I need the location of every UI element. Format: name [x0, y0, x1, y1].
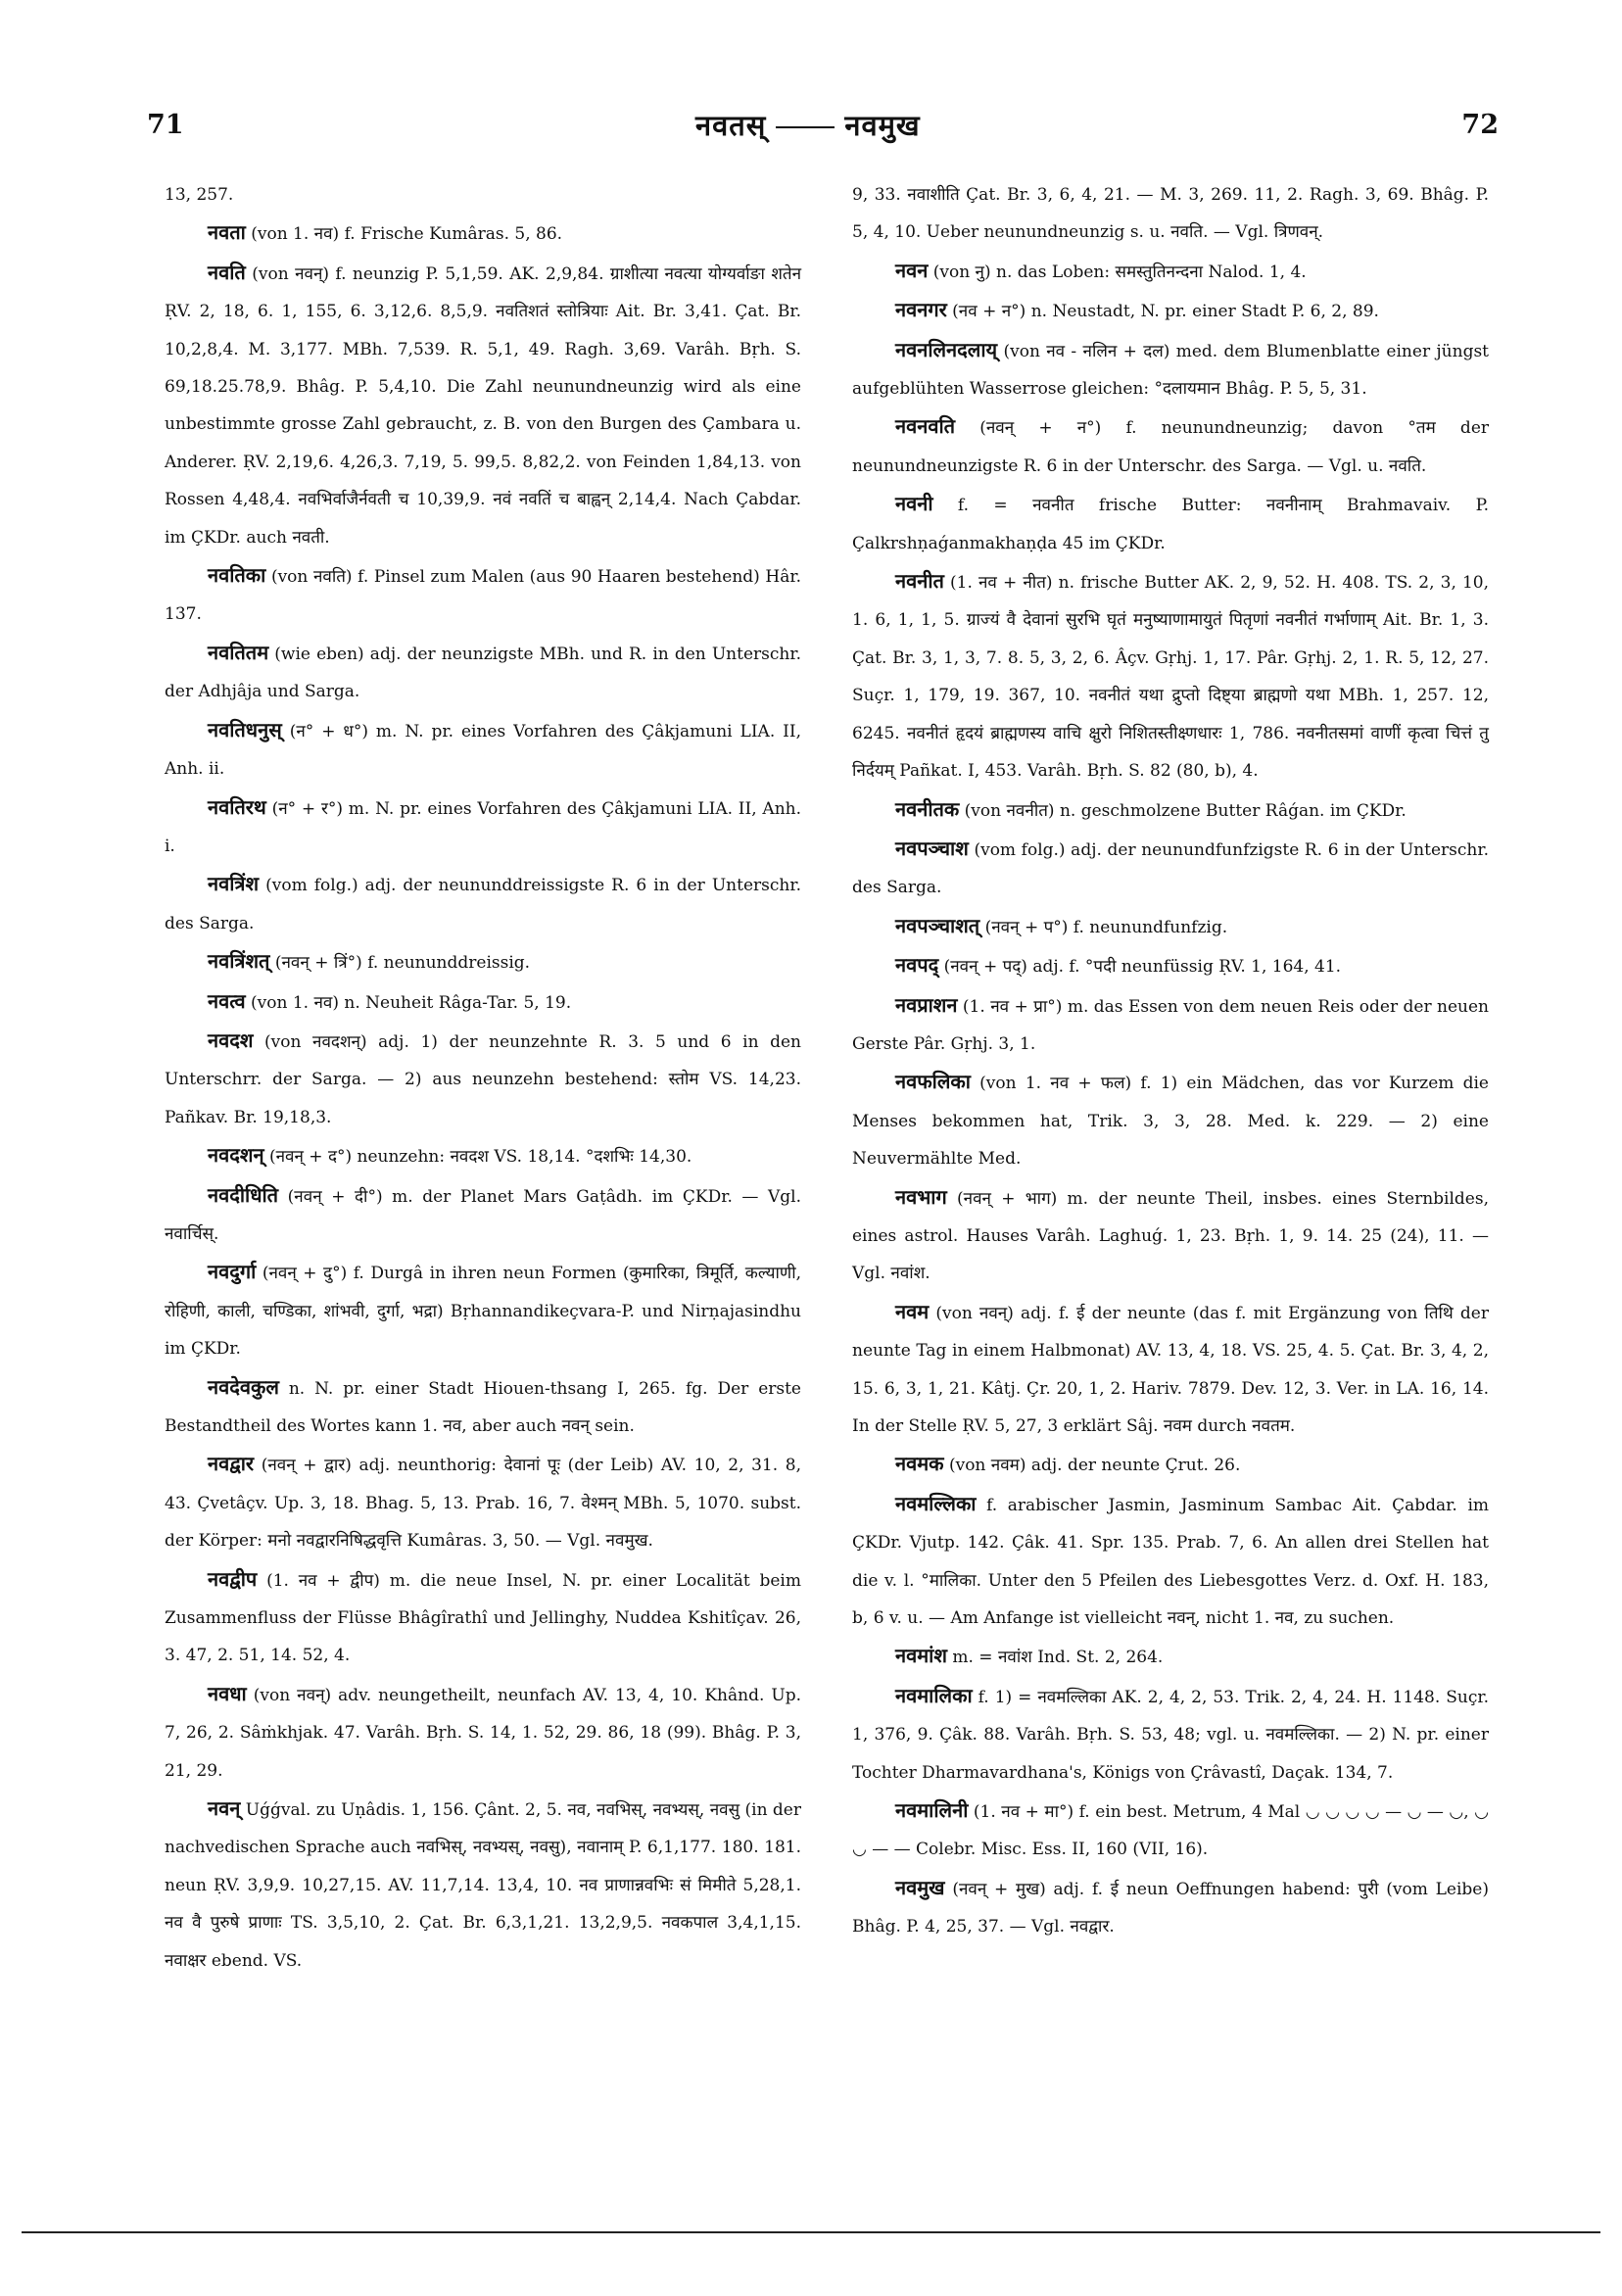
dictionary-entry — [852, 790, 1489, 830]
entry-text: (von नवन्) adj. f. ई der neunte (das f. mit Ergänzung von तिथि der neunte Tag in einem Halbmonat) AV. 13, 4, 18. VS. 25, 4. 5. Çat. Br. 3, 4, 2, 15. 6, 3, 1, 21. Kâtj. Çr. 20, 1, 2. Hariv. 7879. Dev. 12, 3. Ver. in LA. 16, 14. In der Stelle ṚV. 5, 27, 3 erklärt Sâj. नवम durch नवतम. — [852, 1303, 1489, 1436]
bottom-rule — [22, 2231, 1600, 2233]
entry-text: (1. नव + नीत) n. frische Butter AK. 2, 9, 52. H. 408. TS. 2, 3, 10, 1. 6, 1, 1, 5. ग्राज्यं वै देवानां सुरभि घृतं मनुष्याणामायुतं पितृणां नवनीतं गर्भाणाम् Ait. Br. 1, 3. Çat. Br. 3, 1, 3, 7. 8. 5, 3, 2, 6. Âçv. Gṛhj. 1, 17. Pâr. Gṛhj. 2, 1. R. 5, 12, 27. Suçr. 1, 179, 19. 367, 10. नवनीतं यथा द्रुप्तो दिष्ट्या ब्राह्मणो यथा MBh. 1, 257. 12, 6245. नवनीतं हृदयं ब्राह्मणस्य वाचि क्षुरो निशितस्तीक्ष्णधारः 1, 786. नवनीतसमां वाणीं कृत्वा चित्तं तु निर्दयम् Pañkat. I, 453. Varâh. Bṛh. S. 82 (80, b), 4. — [852, 573, 1489, 782]
entry-text: Uǵǵval. zu Uṇâdis. 1, 156. Çânt. 2, 5. नव, नवभिस्, नवभ्यस्, नवसु (in der nachvedischen Sprache auch नवभिस्, नवभ्यस्, नवसु), नवानाम् P. 6,1,177. 180. 181. neun ṚV. 3,9,9. 10,27,15. AV. 11,7,14. 13,4, 10. नव प्राणान्नवभिः सं मिमीते 5,28,1. नव वै पुरुषे प्राणाः TS. 3,5,10, 2. Çat. Br. 6,3,1,21. 13,2,9,5. नवकपाल 3,4,1,15. नवाक्षर ebend. VS. — [165, 1800, 801, 1971]
entry-headword: नवभाग — [895, 1184, 947, 1209]
dictionary-entry — [165, 1253, 801, 1367]
entry-text: (नवन् + प°) f. neunundfunfzig. — [984, 917, 1228, 937]
entry-headword: नवत्रिंशत् — [208, 949, 270, 974]
dictionary-entry — [165, 865, 801, 942]
entry-headword: नवनवति — [895, 414, 956, 439]
entry-text: (von नव - नलिन + दल) med. dem Blumenblatte einer jüngst aufgeblühten Wasserrose gleichen: °दलायमान Bhâg. P. 5, 5, 31. — [852, 341, 1490, 400]
entry-text: n. N. pr. einer Stadt Hiouen-thsang I, 265. fg. Der erste Bestandtheil des Wortes kann 1. नव, aber auch नवन् sein. — [165, 1378, 801, 1436]
page-number-left: 71 — [147, 110, 184, 140]
page-header — [147, 110, 1499, 149]
dictionary-entry — [852, 1063, 1489, 1177]
entry-headword: नवमालिनी — [895, 1798, 969, 1823]
entry-headword: नवता — [208, 220, 246, 245]
entry-text: f. = नवनीत frische Butter: नवनीनाम् Brahmavaiv. P. Çalkrshṇaǵanmakhaṇḍa 45 im ÇKDr. — [852, 496, 1489, 553]
dictionary-entry — [165, 1445, 801, 1559]
entry-headword: नवपञ्चाशत् — [895, 913, 980, 937]
running-headwords — [695, 106, 921, 144]
entry-headword: नवतिका — [208, 563, 266, 588]
entry-text: (von नवन्) f. neunzig P. 5,1,59. AK. 2,9,84. ग्राशीत्या नवत्या योग्यर्वाङा शतेन ṚV. 2, 18, 6. 1, 155, 6. 3,12,6. 8,5,9. नवतिशतं स्तोत्रियाः Ait. Br. 3,41. Çat. Br. 10,2,8,4. M. 3,177. MBh. 7,539. R. 5,1, 49. Ragh. 3,69. Varâh. Bṛh. S. 69,18.25.78,9. Bhâg. P. 5,4,10. Die Zahl neunundneunzig wird als eine unbestimmte grosse Zahl gebraucht, z. B. von den Burgen des Çambara u. Anderer. ṚV. 2,19,6. 4,26,3. 7,19, 5. 99,5. 8,82,2. von Feinden 1,84,13. von Rossen 4,48,4. नवभिर्वाजैर्नवती च 10,39,9. नवं नवतिं च बाह्वन् 2,14,4. Nach Çabdar. im ÇKDr. auch नवती. — [165, 263, 802, 548]
dictionary-entry — [165, 1790, 801, 1980]
entry-text: (von नवनीत) n. geschmolzene Butter Râǵan. im ÇKDr. — [964, 800, 1407, 821]
entry-text: (नवन् + पद्) adj. f. °पदी neunfüssig ṚV. 1, 164, 41. — [943, 957, 1342, 978]
entry-headword: नवफलिका — [895, 1070, 971, 1094]
entry-text: (1. नव + द्वीप) m. die neue Insel, N. pr. einer Localität beim Zusammenfluss der Flüsse Bhâgîrathî und Jellinghy, Nuddea Kshitîçav. 26, 3. 47, 2. 51, 14. 52, 4. — [165, 1570, 801, 1666]
dictionary-entry — [165, 1136, 801, 1175]
entry-headword: नवन — [895, 258, 929, 282]
entry-headword: नवधा — [208, 1681, 247, 1705]
dictionary-entry — [852, 252, 1489, 291]
entry-headword: नवनगर — [895, 298, 947, 322]
dictionary-entry — [165, 711, 801, 789]
dictionary-entry — [165, 176, 801, 214]
entry-text: (von नवदशन्) adj. 1) der neunzehnte R. 3. 5 und 6 in den Unterschrr. der Sarga. — 2) aus neunzehn bestehend: स्तोम VS. 14,23. Pañkav. Br. 19,18,3. — [165, 1031, 802, 1127]
dictionary-entry — [852, 291, 1489, 330]
entry-headword: नवदीधिति — [208, 1182, 279, 1207]
entry-headword: नवनी — [895, 492, 933, 516]
dictionary-entry — [852, 407, 1489, 485]
entry-text: (von नवति) f. Pinsel zum Malen (aus 90 Haaren bestehend) Hâr. 137. — [165, 567, 801, 625]
entry-text: (von नवन्) adv. neungetheilt, neunfach AV. 13, 4, 10. Khând. Up. 7, 26, 2. Sâṁkhjak. 47. Varâh. Bṛh. S. 14, 1. 52, 29. 86, 18 (99). Bhâg. P. 3, 21, 29. — [165, 1685, 801, 1781]
entry-text: (नवन् + न°) f. neunundneunzig; davon °तम der neunundneunzigste R. 6 in der Unterschr. des Sarga. — Vgl. u. नवति. — [852, 418, 1490, 476]
entry-text: (vom folg.) adj. der neunundfunfzigste R. 6 in der Unterschr. des Sarga. — [852, 839, 1490, 898]
headword-start: नवतस् — [695, 109, 767, 142]
entry-text: (von 1. नव) f. Frische Kumâras. 5, 86. — [251, 224, 563, 245]
entry-text: (vom folg.) adj. der neununddreissigste R. 6 in der Unterschr. des Sarga. — [165, 876, 802, 933]
entry-text: (von नवम) adj. der neunte Çrut. 26. — [948, 1456, 1241, 1476]
dictionary-entry — [852, 946, 1489, 985]
entry-headword: नवनीतक — [895, 796, 960, 821]
entry-headword: नवत्व — [208, 988, 246, 1013]
entry-headword: नवम — [895, 1299, 930, 1323]
entry-text: (wie eben) adj. der neunzigste MBh. und R. in den Unterschr. der Adhjâja und Sarga. — [165, 644, 801, 702]
entry-headword: नवमल्लिका — [895, 1491, 977, 1515]
dictionary-entry — [165, 1022, 801, 1136]
entry-headword: नवति — [208, 260, 246, 284]
entry-headword: नवमांश — [895, 1644, 947, 1668]
dictionary-entry — [852, 1869, 1489, 1946]
entry-headword: नवन् — [208, 1796, 241, 1821]
dictionary-entry — [852, 562, 1489, 789]
entry-headword: नवदेवकुल — [208, 1374, 279, 1399]
entry-headword: नवदशन् — [208, 1143, 264, 1168]
dictionary-entry — [165, 982, 801, 1022]
entry-headword: नवप्राशन — [895, 992, 958, 1017]
dictionary-entry — [165, 942, 801, 981]
dictionary-entry — [852, 331, 1489, 408]
entry-text: (नवन् + मुख) adj. f. ई neun Oeffnungen habend: पुरी (vom Leibe) Bhâg. P. 4, 25, 37. — Vgl. नवद्वार. — [852, 1879, 1489, 1937]
entry-text: (नव + न°) n. Neustadt, N. pr. einer Stadt P. 6, 2, 89. — [952, 302, 1379, 322]
entry-headword: नवपद् — [895, 953, 939, 978]
entry-headword: नवमालिका — [895, 1683, 973, 1707]
dictionary-entry — [165, 1560, 801, 1675]
entry-text: 9, 33. नवाशीति Çat. Br. 3, 6, 4, 21. — M. 3, 269. 11, 2. Ragh. 3, 69. Bhâg. P. 5, 4, 10. Ueber neunundneunzig s. u. नवति. — Vgl. त्रिणवन्. — [852, 185, 1489, 243]
dictionary-entry — [165, 634, 801, 711]
entry-headword: नवमुख — [895, 1875, 945, 1899]
dictionary-entry — [852, 1792, 1489, 1869]
entry-text: (von नु) n. das Loben: समस्तुतिनन्दना Nalod. 1, 4. — [932, 262, 1307, 282]
dictionary-entry — [852, 1485, 1489, 1638]
entry-headword: नवत्रिंश — [208, 872, 260, 896]
entry-headword: नवतितम — [208, 640, 269, 664]
entry-headword: नवनीत — [895, 569, 944, 594]
entry-text: 13, 257. — [165, 185, 234, 205]
dictionary-entry — [852, 176, 1489, 252]
entry-headword: नवतिरथ — [208, 794, 266, 819]
dictionary-entry — [852, 907, 1489, 946]
entry-headword: नवदश — [208, 1028, 254, 1052]
dictionary-entry — [852, 1637, 1489, 1676]
headword-end: नवमुख — [844, 109, 921, 142]
entry-text: (1. नव + मा°) f. ein best. Metrum, 4 Mal ◡ ◡ ◡ ◡ — ◡ — ◡, ◡ ◡ — — Colebr. Misc. Ess. II, 160 (VII, 16). — [852, 1802, 1490, 1860]
dictionary-entry — [165, 1675, 801, 1790]
left-column — [165, 176, 801, 1980]
entry-text: f. 1) = नवमल्लिका AK. 2, 4, 2, 53. Trik. 2, 4, 24. H. 1148. Suçr. 1, 376, 9. Çâk. 88. Varâh. Bṛh. S. 53, 48; vgl. u. नवमल्लिका. — 2) N. pr. einer Tochter Dharmavardhana's, Königs von Çrâvastî, Daçak. 134, 7. — [852, 1687, 1490, 1783]
entry-text: (नवन् + दी°) m. der Planet Mars Gaṭâdh. im ÇKDr. — Vgl. नवार्चिस्. — [165, 1186, 802, 1244]
dictionary-entry — [852, 1445, 1489, 1484]
entry-text: (नवन् + द्वार) adj. neunthorig: देवानां पूः (der Leib) AV. 10, 2, 31. 8, 43. Çvetâçv. Up. 3, 18. Bhag. 5, 13. Prab. 16, 7. वेश्मन् MBh. 5, 1070. subst. der Körper: मनो नवद्वारनिषिद्धवृत्ति Kumâras. 3, 50. — Vgl. नवमुख. — [165, 1456, 801, 1552]
entry-headword: नवमक — [895, 1452, 944, 1476]
dictionary-entry — [165, 1176, 801, 1254]
entry-text: (नवन् + भाग) m. der neunte Theil, insbes. eines Sternbildes, eines astrol. Hauses Varâh. Laghuǵ. 1, 23. Bṛh. 1, 9. 14. 25 (24), 11. — Vgl. नवांश. — [852, 1188, 1489, 1284]
entry-headword: नवद्वार — [208, 1452, 255, 1476]
right-column — [852, 176, 1489, 1946]
dictionary-entry — [165, 214, 801, 253]
dictionary-entry — [852, 485, 1489, 562]
dictionary-entry — [165, 254, 801, 556]
entry-headword: नवद्वीप — [208, 1566, 258, 1591]
dictionary-entry — [852, 1293, 1489, 1446]
entry-text: (नवन् + दु°) f. Durgâ in ihren neun Formen (कुमारिका, त्रिमूर्ति, कल्याणी, रोहिणी, काली, चण्डिका, शांभवी, दुर्गा, भद्रा) Bṛhannandikeçvara-P. und Nirṇajasindhu im ÇKDr. — [165, 1264, 801, 1360]
entry-headword: नवपञ्चाश — [895, 836, 969, 860]
entry-text: (न° + ध°) m. N. pr. eines Vorfahren des Çâkjamuni LIA. II, Anh. ii. — [165, 721, 802, 780]
entry-headword: नवतिधनुस् — [208, 717, 282, 741]
entry-headword: नवनलिनदलाय् — [895, 337, 998, 361]
entry-text: f. arabischer Jasmin, Jasminum Sambac Ait. Çabdar. im ÇKDr. Vjutp. 142. Çâk. 41. Spr. 135. Prab. 7, 6. An allen drei Stellen hat die v. l. °मालिका. Unter den 5 Pfeilen des Liebesgottes Verz. d. Oxf. H. 183, b, 6 v. u. — Am Anfange ist vielleicht नवन्, nicht 1. नव, zu suchen. — [852, 1495, 1489, 1629]
dictionary-entry — [165, 556, 801, 634]
dictionary-entry — [852, 830, 1489, 907]
entry-text: (1. नव + प्रा°) m. das Essen von dem neuen Reis oder der neuen Gerste Pâr. Gṛhj. 3, 1. — [852, 996, 1489, 1054]
dictionary-entry — [852, 1178, 1489, 1293]
entry-headword: नवदुर्गा — [208, 1260, 257, 1284]
page-number-right: 72 — [1461, 110, 1499, 140]
entry-text: (न° + र°) m. N. pr. eines Vorfahren des Çâkjamuni LIA. II, Anh. i. — [165, 798, 801, 856]
dictionary-entry — [165, 1368, 801, 1446]
dictionary-entry — [852, 1677, 1489, 1792]
entry-text: m. = नवांश Ind. St. 2, 264. — [952, 1648, 1164, 1668]
entry-text: (von 1. नव) n. Neuheit Râga-Tar. 5, 19. — [251, 992, 572, 1013]
entry-text: (नवन् + त्रिं°) f. neununddreissig. — [274, 953, 531, 974]
entry-text: (नवन् + द°) neunzehn: नवदश VS. 18,14. °दशभिः 14,30. — [268, 1147, 692, 1168]
dash-divider — [776, 126, 835, 128]
dictionary-entry — [165, 789, 801, 866]
entry-text: (von 1. नव + फल) f. 1) ein Mädchen, das vor Kurzem die Menses bekommen hat, Trik. 3, 3, 28. Med. k. 229. — 2) eine Neuvermählte Med. — [852, 1074, 1489, 1170]
dictionary-entry — [852, 986, 1489, 1064]
